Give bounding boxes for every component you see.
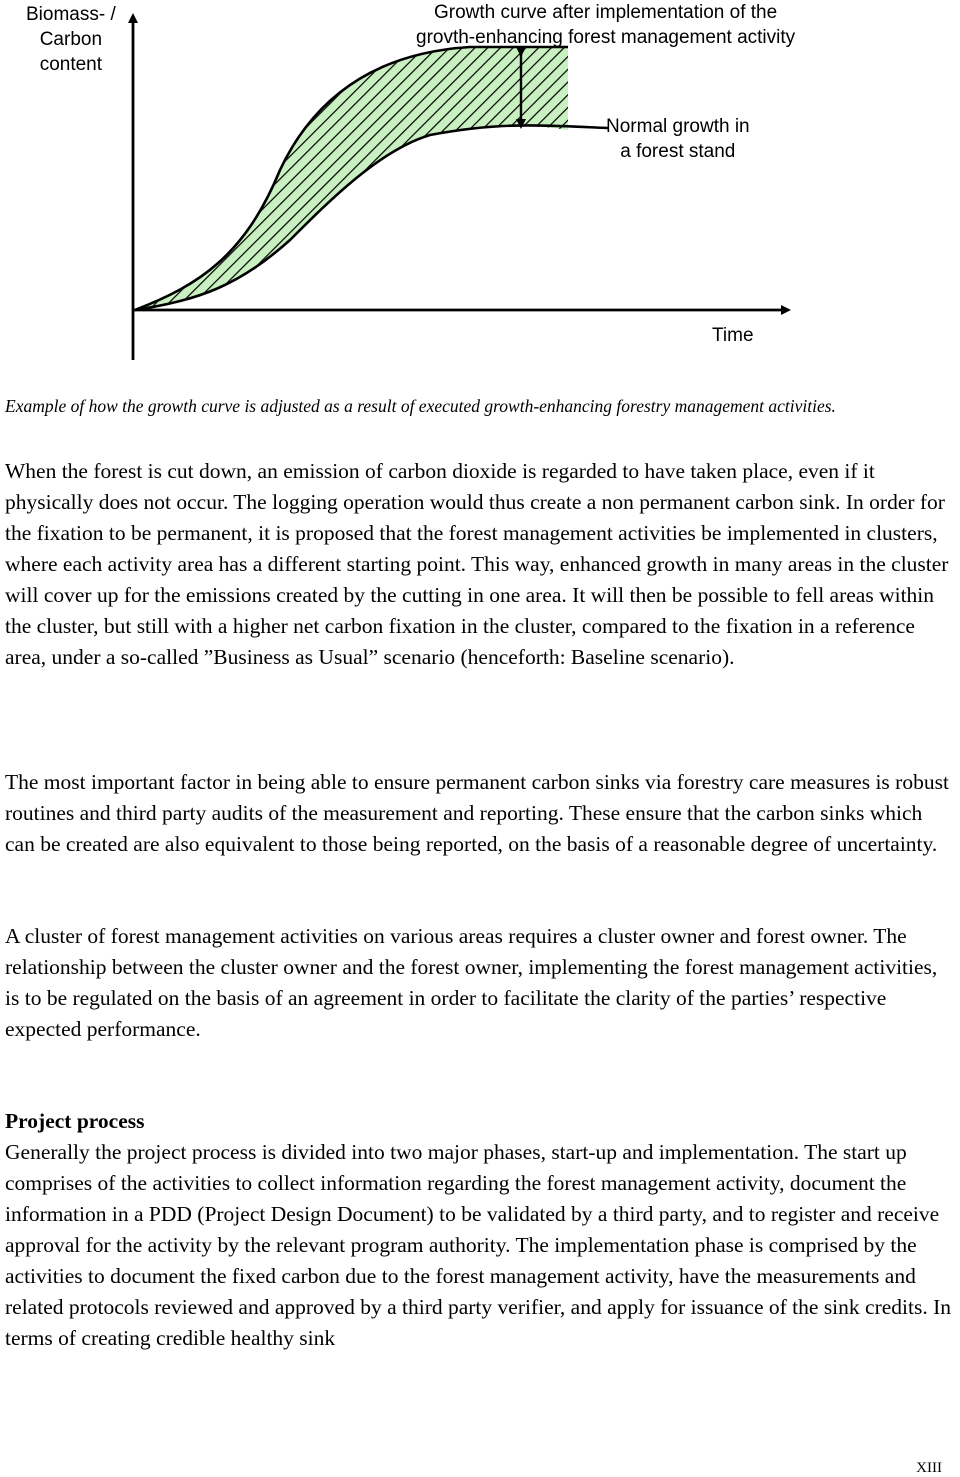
paragraph-clusters: When the forest is cut down, an emission of carbon dioxide is regarded to have taken place, even if it physically does not occur. The logging operation would thus create a non permanent carbon sink. In order for the fixation to be permanent, it is proposed that the forest management activities be implemented in clusters, where each activity area has a different starting point. This way, enhanced growth in many areas in the cluster will cover up for the emissions created by the cutting in one area. It will then be possible to fell areas within the cluster, but still with a higher net carbon fixation in the cluster, compared to the fixation in a reference area, under a so-called ”Business as Usual” scenario (henceforth: Baseline scenario). [5, 459, 949, 669]
y-axis-label-line-2: Carbon [39, 29, 103, 50]
x-axis-label: Time [712, 325, 754, 346]
enhanced-curve-label [416, 0, 795, 50]
growth-curve-diagram [0, 0, 960, 370]
paragraph-cluster-owner: A cluster of forest management activities on various areas requires a cluster owner and forest owner. The relationship between the cluster owner and the forest owner, implementing the forest management activities, is to be regulated on the basis of an agreement in order to facilitate the clarity of the parties’ respective expected performance. [5, 924, 938, 1041]
paragraph-audits: The most important factor in being able to ensure permanent carbon sinks via forestry care measures is robust routines and third party audits of the measurement and reporting. These ensure that the carbon sinks which can be created are also equivalent to those being reported, on the basis of a reasonable degree of uncertainty. [5, 770, 949, 856]
enhanced-growth-gain-area [135, 47, 568, 310]
y-axis-label [26, 2, 116, 77]
figure-caption: Example of how the growth curve is adjusted as a result of executed growth-enhancing forestry management activities. [5, 395, 836, 416]
normal-curve-label-line-1: Normal growth in [606, 116, 750, 137]
y-axis-label-line-3: content [39, 54, 103, 75]
normal-curve-label [606, 114, 750, 164]
enhanced-curve-label-line-1: Growth curve after implementation of the [433, 2, 778, 23]
section-body: Generally the project process is divided into two major phases, start-up and implementation. The start up comprises of the activities to collect information regarding the forest management activity, document the information in a PDD (Project Design Document) to be validated by a third party, and to register and receive approval for the activity by the relevant program authority. The implementation phase is comprised by the activities to document the fixed carbon due to the forest management activity, have the measurements and related protocols reviewed and approved by a third party verifier, and apply for issuance of the sink credits. In terms of creating credible healthy sink [5, 1140, 951, 1350]
section-heading: Project process [5, 1109, 145, 1133]
enhanced-curve-label-line-2: grovth-enhancing forest management activity [416, 27, 796, 48]
normal-curve-label-line-2: a forest stand [620, 141, 736, 162]
growth-curve-figure [0, 0, 960, 370]
page-number: XIII [916, 1460, 942, 1476]
y-axis-label-line-1: Biomass- / [26, 4, 116, 25]
